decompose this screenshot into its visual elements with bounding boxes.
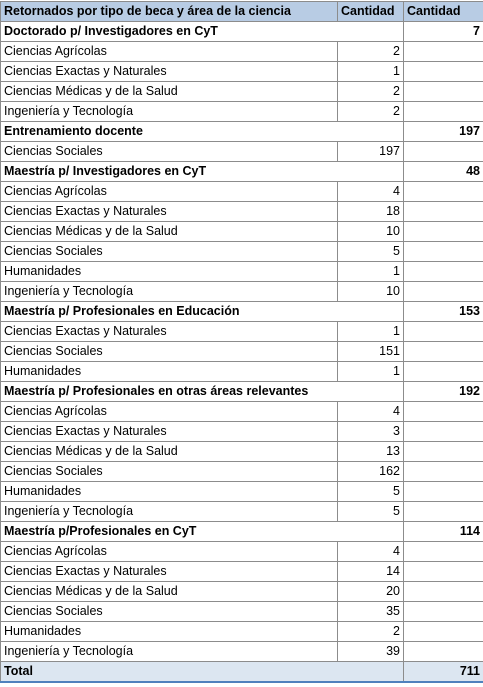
table-row — [1, 342, 483, 362]
area-cell: Ciencias Médicas y de la Salud — [1, 442, 338, 462]
group-total: 48 — [404, 162, 483, 182]
empty-cell — [404, 102, 483, 122]
count-cell: 10 — [338, 282, 404, 302]
area-cell: Ciencias Médicas y de la Salud — [1, 222, 338, 242]
table-row — [1, 402, 483, 422]
group-empty-cell — [338, 22, 404, 42]
area-cell: Ingeniería y Tecnología — [1, 502, 338, 522]
area-cell: Ingeniería y Tecnología — [1, 282, 338, 302]
empty-cell — [404, 342, 483, 362]
data-table — [0, 1, 483, 683]
table-row — [1, 222, 483, 242]
table-row — [1, 462, 483, 482]
group-total: 197 — [404, 122, 483, 142]
area-cell: Ciencias Sociales — [1, 242, 338, 262]
area-cell: Ciencias Exactas y Naturales — [1, 322, 338, 342]
area-cell: Humanidades — [1, 622, 338, 642]
table-row — [1, 242, 483, 262]
group-row — [1, 382, 483, 402]
area-cell: Ciencias Exactas y Naturales — [1, 202, 338, 222]
table-row — [1, 62, 483, 82]
area-cell: Ciencias Agrícolas — [1, 402, 338, 422]
empty-cell — [404, 462, 483, 482]
table-row — [1, 502, 483, 522]
table-row — [1, 82, 483, 102]
group-name: Maestría p/ Investigadores en CyT — [1, 162, 338, 182]
group-name: Maestría p/Profesionales en CyT — [1, 522, 338, 542]
count-cell: 2 — [338, 42, 404, 62]
count-cell: 2 — [338, 622, 404, 642]
group-empty-cell — [338, 302, 404, 322]
table-row — [1, 182, 483, 202]
total-row — [1, 662, 483, 683]
area-cell: Ciencias Sociales — [1, 342, 338, 362]
area-cell: Ciencias Agrícolas — [1, 42, 338, 62]
count-cell: 5 — [338, 242, 404, 262]
table-row — [1, 262, 483, 282]
count-cell: 4 — [338, 182, 404, 202]
empty-cell — [404, 82, 483, 102]
group-row — [1, 522, 483, 542]
count-cell: 35 — [338, 602, 404, 622]
total-label: Total — [1, 662, 338, 683]
area-cell: Ingeniería y Tecnología — [1, 102, 338, 122]
group-empty-cell — [338, 122, 404, 142]
area-cell: Ciencias Exactas y Naturales — [1, 422, 338, 442]
count-cell: 39 — [338, 642, 404, 662]
area-cell: Ciencias Exactas y Naturales — [1, 62, 338, 82]
header-area: Retornados por tipo de beca y área de la ciencia — [1, 2, 338, 22]
group-name: Doctorado p/ Investigadores en CyT — [1, 22, 338, 42]
count-cell: 3 — [338, 422, 404, 442]
group-empty-cell — [338, 522, 404, 542]
empty-cell — [404, 622, 483, 642]
table-row — [1, 542, 483, 562]
table-row — [1, 582, 483, 602]
empty-cell — [404, 242, 483, 262]
empty-cell — [404, 322, 483, 342]
area-cell: Ciencias Agrícolas — [1, 182, 338, 202]
table-body — [1, 22, 483, 662]
count-cell: 5 — [338, 482, 404, 502]
count-cell: 151 — [338, 342, 404, 362]
count-cell: 20 — [338, 582, 404, 602]
empty-cell — [404, 142, 483, 162]
count-cell: 4 — [338, 402, 404, 422]
empty-cell — [404, 402, 483, 422]
count-cell: 10 — [338, 222, 404, 242]
count-cell: 1 — [338, 262, 404, 282]
table-row — [1, 282, 483, 302]
empty-cell — [404, 562, 483, 582]
table-row — [1, 42, 483, 62]
area-cell: Humanidades — [1, 262, 338, 282]
count-cell: 13 — [338, 442, 404, 462]
count-cell: 2 — [338, 102, 404, 122]
group-name: Maestría p/ Profesionales en Educación — [1, 302, 338, 322]
group-row — [1, 122, 483, 142]
empty-cell — [404, 422, 483, 442]
group-row — [1, 162, 483, 182]
empty-cell — [404, 362, 483, 382]
empty-cell — [404, 62, 483, 82]
group-row — [1, 302, 483, 322]
table-row — [1, 642, 483, 662]
group-name: Maestría p/ Profesionales en otras áreas relevantes — [1, 382, 338, 402]
count-cell: 1 — [338, 362, 404, 382]
empty-cell — [404, 222, 483, 242]
area-cell: Ciencias Agrícolas — [1, 542, 338, 562]
empty-cell — [404, 182, 483, 202]
table-row — [1, 202, 483, 222]
group-total: 192 — [404, 382, 483, 402]
table-row — [1, 482, 483, 502]
area-cell: Ciencias Sociales — [1, 462, 338, 482]
empty-cell — [404, 542, 483, 562]
count-cell: 2 — [338, 82, 404, 102]
count-cell: 1 — [338, 62, 404, 82]
table-row — [1, 622, 483, 642]
group-total: 114 — [404, 522, 483, 542]
count-cell: 14 — [338, 562, 404, 582]
area-cell: Ciencias Exactas y Naturales — [1, 562, 338, 582]
empty-cell — [404, 202, 483, 222]
group-name: Entrenamiento docente — [1, 122, 338, 142]
empty-cell — [404, 642, 483, 662]
area-cell: Humanidades — [1, 482, 338, 502]
count-cell: 18 — [338, 202, 404, 222]
table-row — [1, 422, 483, 442]
area-cell: Ingeniería y Tecnología — [1, 642, 338, 662]
group-total: 7 — [404, 22, 483, 42]
table-row — [1, 562, 483, 582]
empty-cell — [404, 442, 483, 462]
count-cell: 4 — [338, 542, 404, 562]
area-cell: Ciencias Médicas y de la Salud — [1, 82, 338, 102]
group-empty-cell — [338, 162, 404, 182]
group-row — [1, 22, 483, 42]
table-row — [1, 102, 483, 122]
table-row — [1, 602, 483, 622]
total-value: 711 — [404, 662, 483, 683]
empty-cell — [404, 42, 483, 62]
area-cell: Ciencias Sociales — [1, 142, 338, 162]
table-row — [1, 362, 483, 382]
header-row — [1, 2, 483, 22]
area-cell: Ciencias Sociales — [1, 602, 338, 622]
empty-cell — [404, 262, 483, 282]
empty-cell — [404, 582, 483, 602]
table-row — [1, 322, 483, 342]
empty-cell — [404, 482, 483, 502]
header-cantidad-1: Cantidad — [338, 2, 404, 22]
empty-cell — [404, 502, 483, 522]
table-row — [1, 142, 483, 162]
count-cell: 5 — [338, 502, 404, 522]
empty-cell — [404, 282, 483, 302]
group-empty-cell — [338, 382, 404, 402]
area-cell: Humanidades — [1, 362, 338, 382]
count-cell: 197 — [338, 142, 404, 162]
count-cell: 162 — [338, 462, 404, 482]
area-cell: Ciencias Médicas y de la Salud — [1, 582, 338, 602]
count-cell: 1 — [338, 322, 404, 342]
total-empty-cell — [338, 662, 404, 683]
group-total: 153 — [404, 302, 483, 322]
header-cantidad-2: Cantidad — [404, 2, 483, 22]
table-row — [1, 442, 483, 462]
empty-cell — [404, 602, 483, 622]
